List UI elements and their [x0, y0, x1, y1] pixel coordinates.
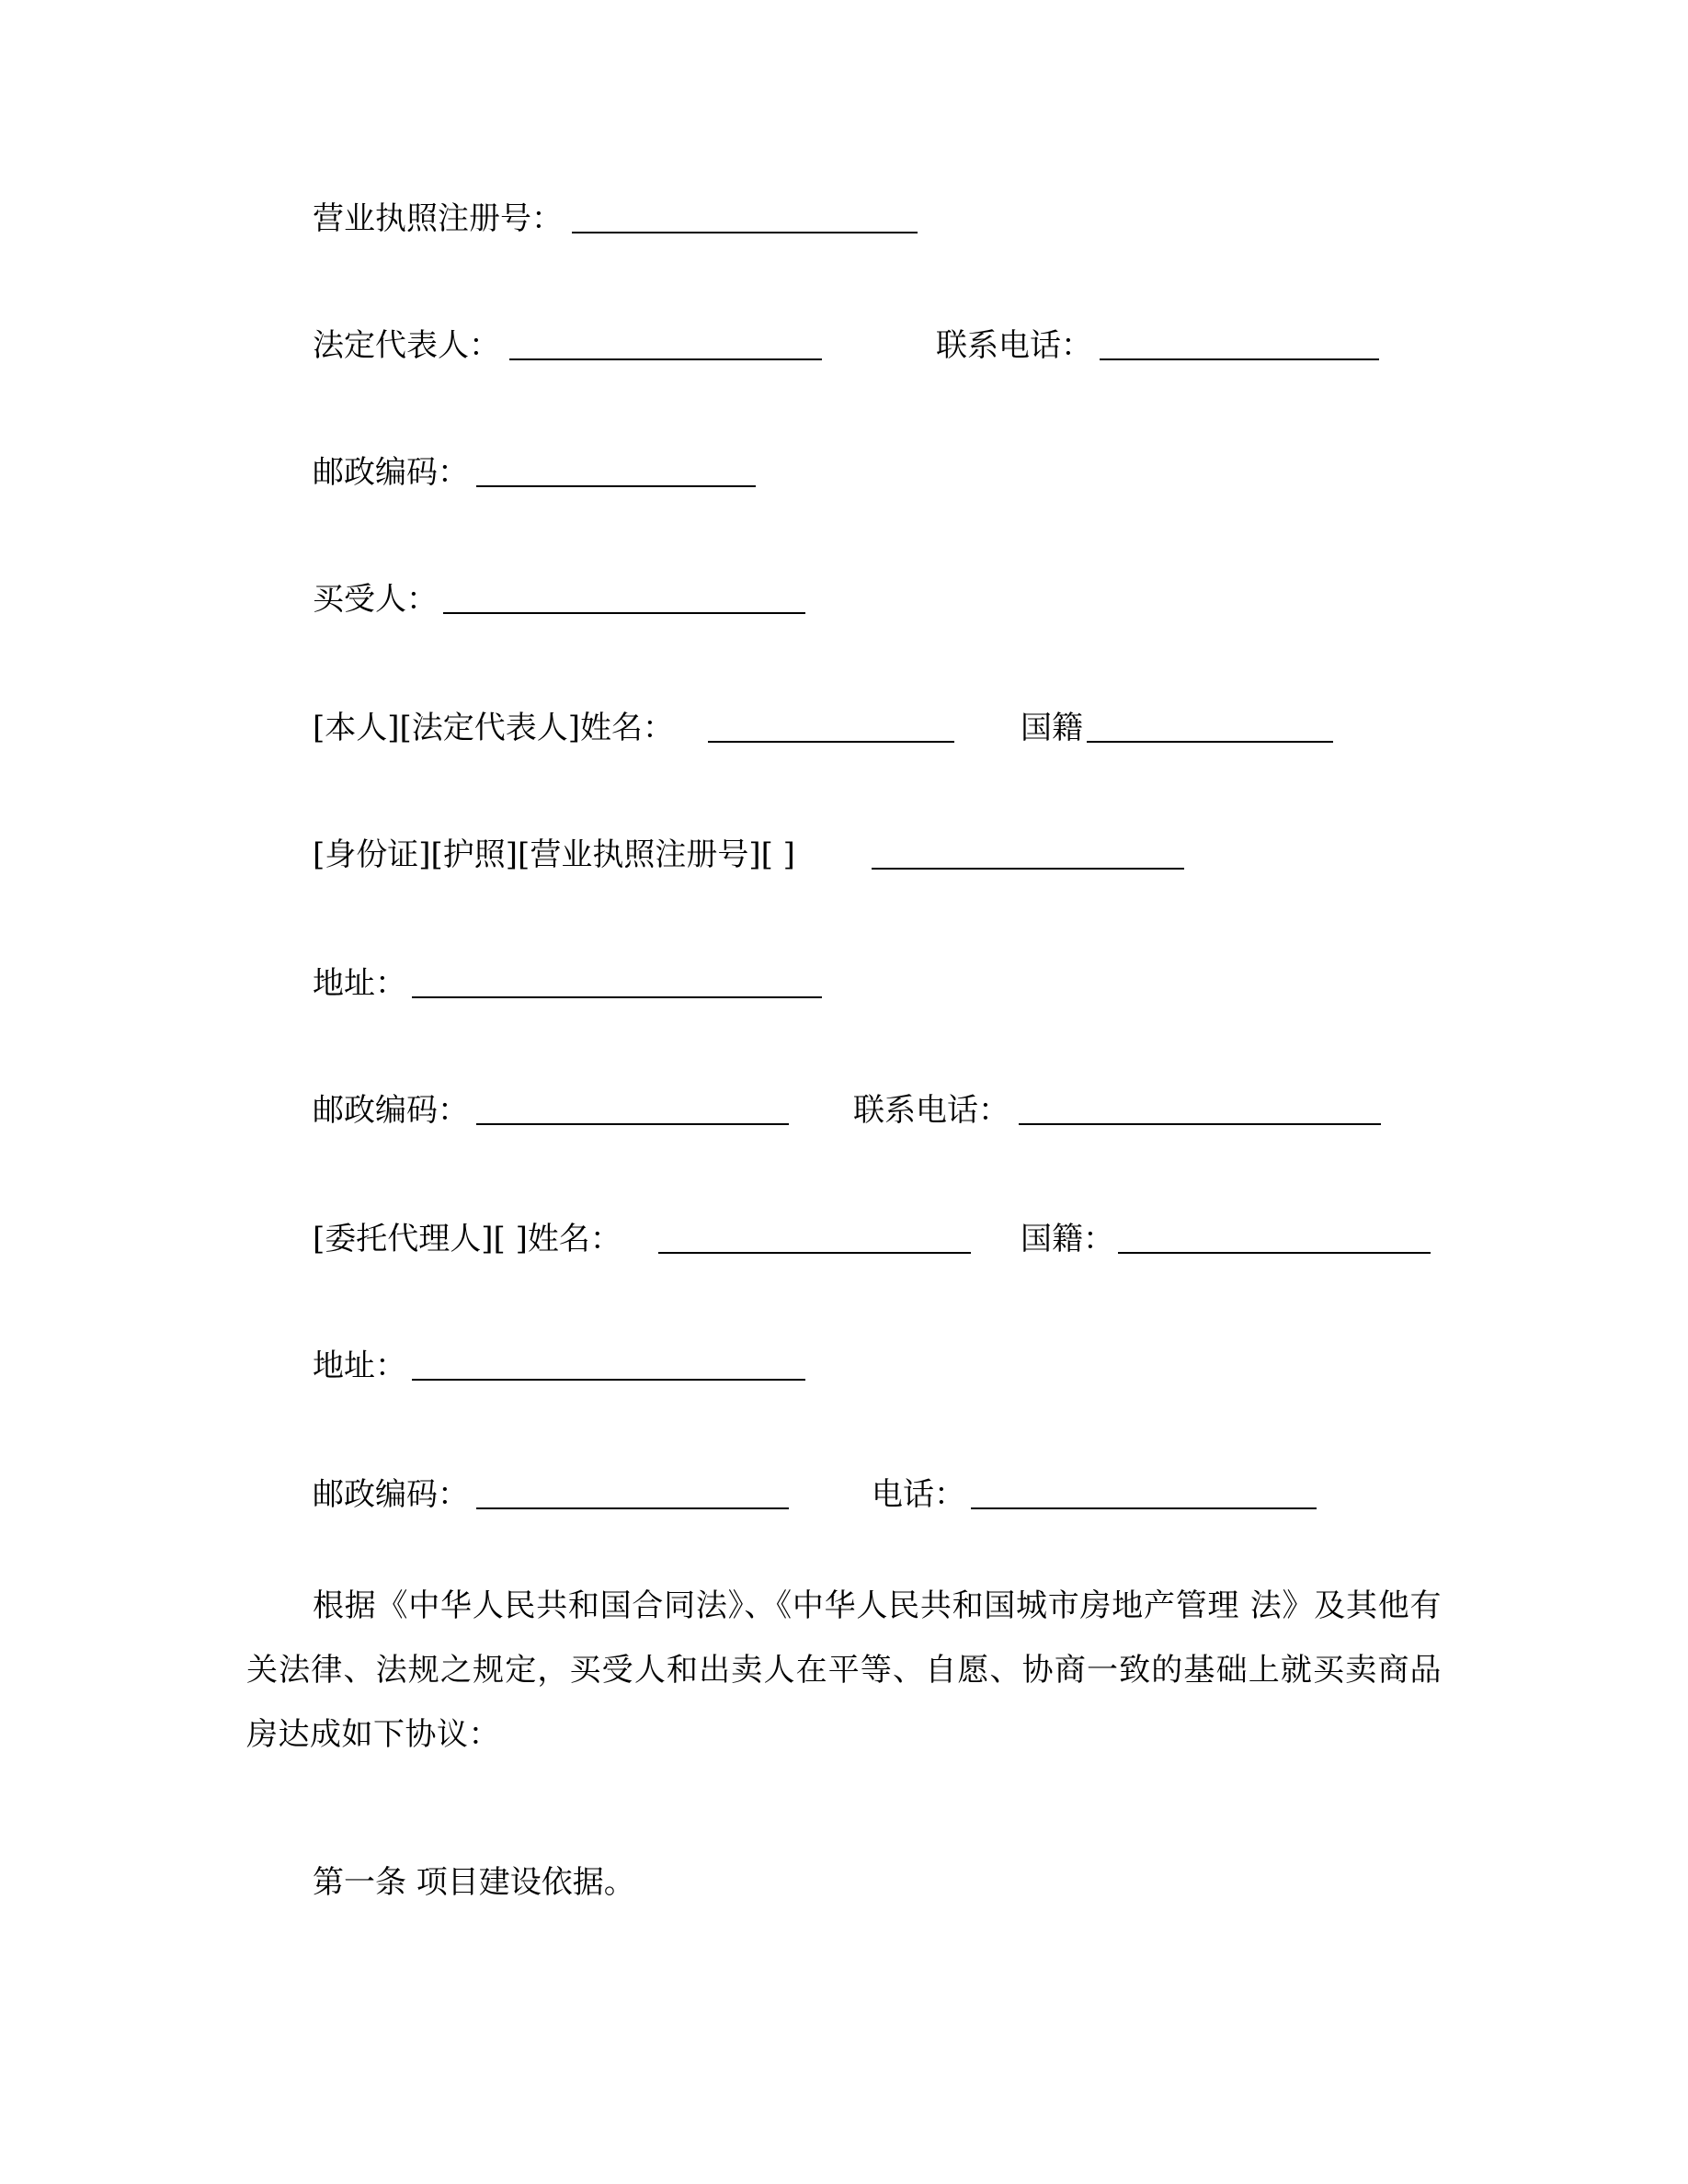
- agent-nationality-label: 国籍：: [1021, 1221, 1114, 1257]
- row-buyer-address: [0, 956, 1688, 1011]
- buyer-nationality-blank[interactable]: [1087, 741, 1333, 743]
- agent-address-blank[interactable]: [412, 1379, 805, 1381]
- agent-nationality-blank[interactable]: [1118, 1252, 1431, 1254]
- article-1-heading: 第一条 项目建设依据。: [313, 1864, 635, 1901]
- row-seller-postcode: [0, 445, 1688, 500]
- buyer-name-label: [本人][法定代表人]姓名：: [313, 710, 675, 746]
- agent-postcode-blank[interactable]: [476, 1507, 789, 1509]
- license-number-label: 营业执照注册号：: [313, 200, 563, 237]
- row-license-number: [0, 191, 1688, 246]
- agent-phone-blank[interactable]: [971, 1507, 1317, 1509]
- license-number-blank[interactable]: [572, 232, 918, 233]
- buyer-nationality-label: 国籍: [1021, 710, 1083, 746]
- row-agent-name: [0, 1211, 1688, 1267]
- row-buyer-name: [0, 700, 1688, 756]
- buyer-postcode-blank[interactable]: [476, 1123, 789, 1125]
- agent-name-blank[interactable]: [658, 1252, 971, 1254]
- row-buyer-id: [0, 827, 1688, 882]
- buyer-phone-blank[interactable]: [1019, 1123, 1381, 1125]
- row-buyer: [0, 572, 1688, 627]
- agent-name-label: [委托代理人][ ]姓名：: [313, 1221, 622, 1257]
- buyer-name-blank[interactable]: [708, 741, 954, 743]
- row-buyer-postcode: [0, 1083, 1688, 1138]
- buyer-id-blank[interactable]: [872, 868, 1184, 870]
- legal-rep-label: 法定代表人：: [313, 327, 500, 364]
- buyer-blank[interactable]: [443, 612, 805, 614]
- seller-phone-label: 联系电话：: [936, 327, 1092, 364]
- seller-postcode-label: 邮政编码：: [313, 454, 469, 491]
- buyer-phone-label: 联系电话：: [853, 1092, 1009, 1129]
- agent-phone-label: 电话：: [872, 1476, 965, 1513]
- buyer-label: 买受人：: [313, 581, 438, 618]
- seller-phone-blank[interactable]: [1100, 358, 1379, 360]
- preamble-paragraph: 根据《中华人民共和国合同法》、《中华人民共和国城市房地产管理 法》及其他有关法律、法规之规定，买受人和出卖人在平等、自愿、协商一致的基础上就买卖商品房达成如下协议：: [246, 1587, 1442, 1753]
- legal-rep-blank[interactable]: [509, 358, 822, 360]
- agent-postcode-label: 邮政编码：: [313, 1476, 469, 1513]
- buyer-id-label: [身份证][护照][营业执照注册号][ ]: [313, 836, 795, 873]
- row-agent-postcode: [0, 1467, 1688, 1522]
- agent-address-label: 地址：: [313, 1348, 406, 1384]
- seller-postcode-blank[interactable]: [476, 485, 756, 487]
- buyer-address-blank[interactable]: [412, 996, 822, 998]
- buyer-address-label: 地址：: [313, 965, 406, 1002]
- row-legal-rep: [0, 318, 1688, 373]
- row-agent-address: [0, 1338, 1688, 1393]
- buyer-postcode-label: 邮政编码：: [313, 1092, 469, 1129]
